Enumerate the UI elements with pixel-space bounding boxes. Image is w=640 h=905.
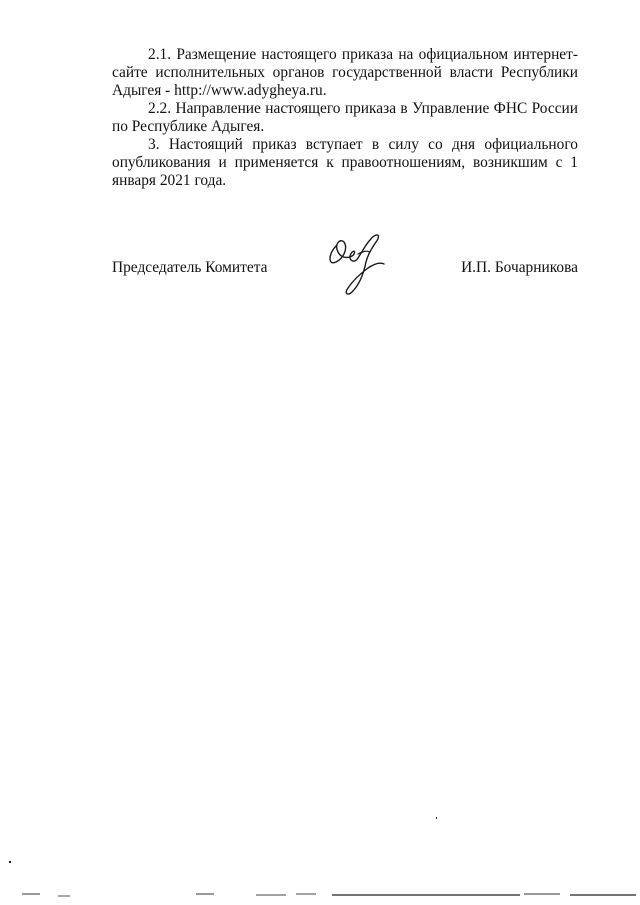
scan-speck [9, 861, 11, 863]
paragraph-3: 3. Настоящий приказ вступает в силу со дня официального опубликования и применяется к правоотношениям, возникшим с 1 января 2021 года. [112, 136, 578, 189]
paragraph-2-2: 2.2. Направление настоящего приказа в Управление ФНС России по Республике Адыгея. [112, 100, 578, 135]
scan-edge-lines [0, 880, 640, 900]
signature-row [112, 259, 578, 279]
paragraph-2-1: 2.1. Размещение настоящего приказа на официальном интернет-сайте исполнительных органов государственной власти Республики Адыгея - http://www.adygheya.ru. [112, 46, 578, 99]
document-body [112, 46, 578, 190]
signatory-name: И.П. Бочарникова [461, 259, 578, 276]
signatory-position: Председатель Комитета [112, 259, 268, 276]
scan-speck [436, 817, 437, 819]
